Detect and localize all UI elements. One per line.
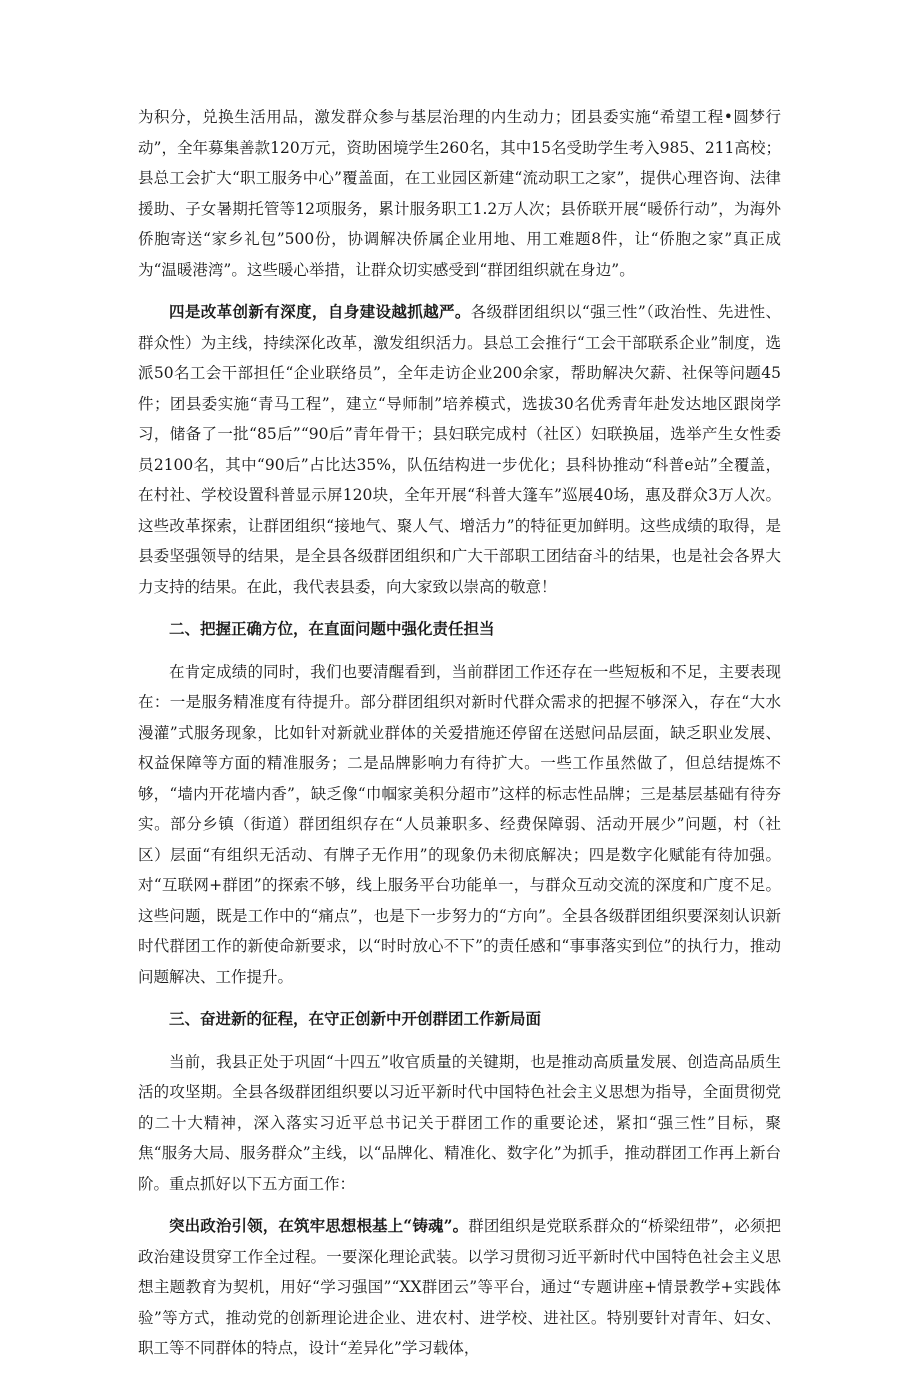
paragraph-3 [138,657,781,993]
section-heading-3: 三、奋进新的征程，在守正创新中开创群团工作新局面 [169,1009,542,1028]
paragraph-text: 为积分，兑换生活用品，激发群众参与基层治理的内生动力；团县委实施“希望工程•圆梦行动”，全年募集善款120万元，资助困境学生260名，其中15名受助学生考入985、211高校；县总工会扩大“职工服务中心”覆盖面，在工业园区新建“流动职工之家”，提供心理咨询、法律援助、子女暑期托管等12项服务，累计服务职工1.2万人次；县侨联开展“暖侨行动”，为海外侨胞寄送“家乡礼包”500份，协调解决侨属企业用地、用工难题8件，让“侨胞之家”真正成为“温暖港湾”。这些暖心举措，让群众切实感受到“群团组织就在身边”。 [138,108,781,279]
paragraph-text: 当前，我县正处于巩固“十四五”收官质量的关键期，也是推动高质量发展、创造高品质生活的攻坚期。全县各级群团组织要以习近平新时代中国特色社会主义思想为指导，全面贯彻党的二十大精神，深入落实习近平总书记关于群团工作的重要论述，紧扣“强三性”目标，聚焦“服务大局、服务群众”主线，以“品牌化、精准化、数字化”为抓手，推动群团工作再上新台阶。重点抓好以下五方面工作： [138,1052,781,1193]
paragraph-text: 群团组织是党联系群众的“桥梁纽带”，必须把政治建设贯穿工作全过程。一要深化理论武装。以学习贯彻习近平新时代中国特色社会主义思想主题教育为契机，用好“学习强国”“XX群团云”等平台，通过“专题讲座+情景教学+实践体验”等方式，推动党的创新理论进企业、进农村、进学校、进社区。特别要针对青年、妇女、职工等不同群体的特点，设计“差异化”学习载体， [138,1217,781,1357]
paragraph-2 [138,297,781,602]
paragraph-1 [138,102,781,285]
paragraph-lead: 突出政治引领，在筑牢思想根基上“铸魂”。 [169,1216,469,1235]
document-page [138,102,781,1376]
section-heading-2: 二、把握正确方位，在直面问题中强化责任担当 [169,619,495,638]
paragraph-4 [138,1047,781,1200]
paragraph-5 [138,1211,781,1364]
paragraph-lead: 四是改革创新有深度，自身建设越抓越严。 [169,302,471,321]
paragraph-text: 各级群团组织以“强三性”（政治性、先进性、群众性）为主线，持续深化改革，激发组织活力。县总工会推行“工会干部联系企业”制度，选派50名工会干部担任“企业联络员”，全年走访企业200余家，帮助解决欠薪、社保等问题45件；团县委实施“青马工程”，建立“导师制”培养模式，选拔30名优秀青年赴发达地区跟岗学习，储备了一批“85后”“90后”青年骨干；县妇联完成村（社区）妇联换届，选举产生女性委员2100名，其中“90后”占比达35%，队伍结构进一步优化；县科协推动“科普e站”全覆盖，在村社、学校设置科普显示屏120块，全年开展“科普大篷车”巡展40场，惠及群众3万人次。这些改革探索，让群团组织“接地气、聚人气、增活力”的特征更加鲜明。这些成绩的取得，是县委坚强领导的结果，是全县各级群团组织和广大干部职工团结奋斗的结果，也是社会各界大力支持的结果。在此，我代表县委，向大家致以崇高的敬意！ [138,303,781,596]
paragraph-text: 在肯定成绩的同时，我们也要清醒看到，当前群团工作还存在一些短板和不足，主要表现在：一是服务精准度有待提升。部分群团组织对新时代群众需求的把握不够深入，存在“大水漫灌”式服务现象，比如针对新就业群体的关爱措施还停留在送慰问品层面，缺乏职业发展、权益保障等方面的精准服务；二是品牌影响力有待扩大。一些工作虽然做了，但总结提炼不够，“墙内开花墙内香”，缺乏像“巾帼家美积分超市”这样的标志性品牌；三是基层基础有待夯实。部分乡镇（街道）群团组织存在“人员兼职多、经费保障弱、活动开展少”问题，村（社区）层面“有组织无活动、有牌子无作用”的现象仍未彻底解决；四是数字化赋能有待加强。对“互联网+群团”的探索不够，线上服务平台功能单一，与群众互动交流的深度和广度不足。这些问题，既是工作中的“痛点”，也是下一步努力的“方向”。全县各级群团组织要深刻认识新时代群团工作的新使命新要求，以“时时放心不下”的责任感和“事事落实到位”的执行力，推动问题解决、工作提升。 [138,662,781,986]
